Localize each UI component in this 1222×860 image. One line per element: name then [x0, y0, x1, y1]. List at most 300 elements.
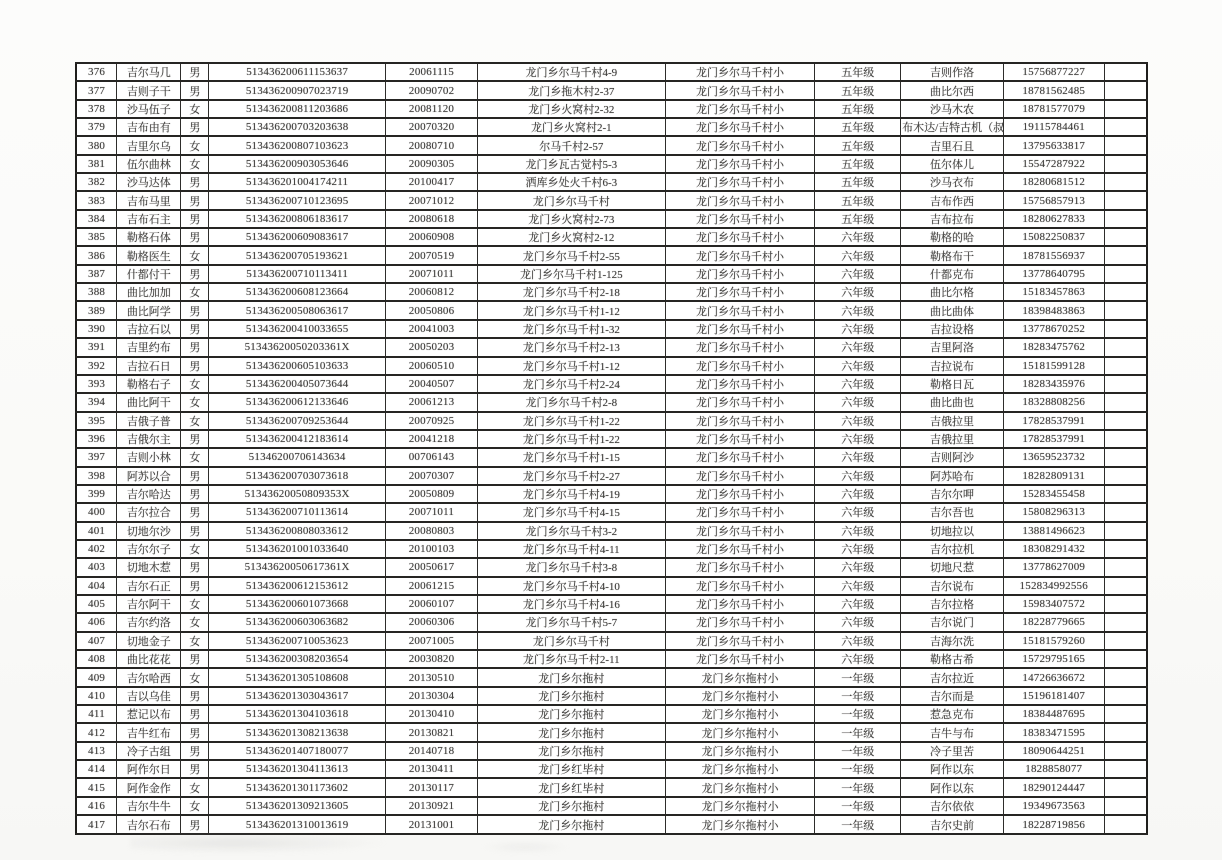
cell-guardian: 吉俄拉里	[901, 430, 1004, 448]
cell-address: 龙门乡尔马千村2-8	[478, 393, 665, 411]
cell-address: 龙门乡尔马千村1-22	[478, 412, 665, 430]
cell-address: 龙门乡尔拖村	[478, 705, 665, 723]
cell-grade: 六年级	[815, 558, 901, 576]
cell-blank	[1104, 485, 1147, 503]
cell-guardian: 冷子里苦	[901, 742, 1004, 760]
table-row	[76, 412, 1147, 430]
cell-address: 龙门乡红毕村	[478, 760, 665, 778]
cell-id_number: 513436200705193621	[209, 246, 386, 264]
cell-gender: 女	[181, 632, 209, 650]
cell-blank	[1104, 301, 1147, 319]
cell-school: 龙门乡尔拖村小	[665, 742, 815, 760]
cell-grade: 六年级	[815, 393, 901, 411]
table-row	[76, 118, 1147, 136]
cell-phone: 18290124447	[1003, 778, 1104, 796]
cell-school: 龙门乡尔马千村小	[665, 485, 815, 503]
cell-grade: 五年级	[815, 191, 901, 209]
cell-address: 龙门乡火窝村2-32	[478, 100, 665, 118]
cell-birth_date: 20130510	[385, 668, 477, 686]
cell-gender: 男	[181, 81, 209, 99]
cell-school: 龙门乡尔拖村小	[665, 705, 815, 723]
cell-name: 吉尔马几	[117, 63, 181, 81]
cell-blank	[1104, 246, 1147, 264]
cell-school: 龙门乡尔马千村小	[665, 577, 815, 595]
cell-gender: 男	[181, 522, 209, 540]
scan-smudge-artifact	[130, 832, 390, 854]
cell-blank	[1104, 668, 1147, 686]
cell-school: 龙门乡尔马千村小	[665, 100, 815, 118]
cell-blank	[1104, 595, 1147, 613]
cell-gender: 男	[181, 191, 209, 209]
cell-name: 吉里尔乌	[117, 136, 181, 154]
cell-id_number: 513436200903053646	[209, 155, 386, 173]
cell-gender: 女	[181, 778, 209, 796]
cell-id_number: 513436200907023719	[209, 81, 386, 99]
cell-birth_date: 20070307	[385, 467, 477, 485]
table-row	[76, 687, 1147, 705]
cell-gender: 男	[181, 705, 209, 723]
cell-phone: 18328808256	[1003, 393, 1104, 411]
cell-gender: 男	[181, 467, 209, 485]
cell-blank	[1104, 191, 1147, 209]
cell-id_number: 513436201310013619	[209, 815, 386, 834]
cell-address: 龙门乡尔拖村	[478, 742, 665, 760]
cell-guardian: 吉尔拉机	[901, 540, 1004, 558]
cell-name: 阿苏以合	[117, 467, 181, 485]
cell-id_number: 513436201407180077	[209, 742, 386, 760]
cell-no: 389	[76, 301, 117, 319]
cell-gender: 女	[181, 136, 209, 154]
cell-address: 龙门乡尔拖村	[478, 723, 665, 741]
cell-guardian: 阿苏哈布	[901, 467, 1004, 485]
cell-school: 龙门乡尔马千村小	[665, 283, 815, 301]
cell-birth_date: 20050203	[385, 338, 477, 356]
cell-grade: 六年级	[815, 595, 901, 613]
cell-grade: 六年级	[815, 577, 901, 595]
cell-birth_date: 20060306	[385, 613, 477, 631]
cell-gender: 男	[181, 815, 209, 834]
cell-grade: 六年级	[815, 283, 901, 301]
cell-grade: 六年级	[815, 301, 901, 319]
table-row	[76, 522, 1147, 540]
cell-birth_date: 20060908	[385, 228, 477, 246]
table-row	[76, 375, 1147, 393]
table-row	[76, 540, 1147, 558]
cell-grade: 六年级	[815, 613, 901, 631]
cell-address: 龙门乡尔马千村3-8	[478, 558, 665, 576]
cell-no: 382	[76, 173, 117, 191]
cell-birth_date: 20130921	[385, 797, 477, 815]
cell-id_number: 513436200710123695	[209, 191, 386, 209]
cell-id_number: 513436200811203686	[209, 100, 386, 118]
cell-id_number: 513436200412183614	[209, 430, 386, 448]
cell-gender: 男	[181, 558, 209, 576]
cell-phone: 13659523732	[1003, 448, 1104, 466]
cell-name: 吉以乌佳	[117, 687, 181, 705]
cell-address: 龙门乡尔马千村1-12	[478, 357, 665, 375]
cell-grade: 六年级	[815, 448, 901, 466]
cell-name: 吉布由有	[117, 118, 181, 136]
cell-guardian: 惹急克布	[901, 705, 1004, 723]
cell-no: 392	[76, 357, 117, 375]
cell-blank	[1104, 503, 1147, 521]
cell-no: 405	[76, 595, 117, 613]
table-row	[76, 742, 1147, 760]
cell-gender: 女	[181, 595, 209, 613]
cell-no: 384	[76, 210, 117, 228]
cell-phone: 152834992556	[1003, 577, 1104, 595]
cell-gender: 男	[181, 228, 209, 246]
cell-birth_date: 20130117	[385, 778, 477, 796]
cell-grade: 六年级	[815, 228, 901, 246]
cell-grade: 一年级	[815, 797, 901, 815]
cell-address: 龙门乡火窝村2-73	[478, 210, 665, 228]
cell-birth_date: 20090305	[385, 155, 477, 173]
cell-phone: 15729795165	[1003, 650, 1104, 668]
cell-blank	[1104, 577, 1147, 595]
cell-no: 395	[76, 412, 117, 430]
cell-birth_date: 20061213	[385, 393, 477, 411]
cell-no: 403	[76, 558, 117, 576]
cell-grade: 一年级	[815, 742, 901, 760]
cell-name: 吉尔尔子	[117, 540, 181, 558]
cell-name: 勒格石体	[117, 228, 181, 246]
cell-blank	[1104, 815, 1147, 834]
cell-phone: 18398483863	[1003, 301, 1104, 319]
cell-grade: 五年级	[815, 81, 901, 99]
cell-name: 吉尔哈达	[117, 485, 181, 503]
cell-gender: 女	[181, 283, 209, 301]
cell-phone: 1828858077	[1003, 760, 1104, 778]
student-table-body	[76, 63, 1147, 834]
cell-id_number: 513436201309213605	[209, 797, 386, 815]
cell-grade: 六年级	[815, 430, 901, 448]
table-row	[76, 301, 1147, 319]
cell-guardian: 阿作以东	[901, 760, 1004, 778]
cell-address: 龙门乡尔马千村1-32	[478, 320, 665, 338]
cell-address: 龙门乡尔马千村4-16	[478, 595, 665, 613]
cell-birth_date: 20081120	[385, 100, 477, 118]
table-row	[76, 265, 1147, 283]
cell-school: 龙门乡尔马千村小	[665, 301, 815, 319]
cell-address: 龙门乡尔拖村	[478, 687, 665, 705]
cell-blank	[1104, 320, 1147, 338]
cell-address: 龙门乡尔马千村4-15	[478, 503, 665, 521]
cell-school: 龙门乡尔马千村小	[665, 118, 815, 136]
cell-phone: 13778640795	[1003, 265, 1104, 283]
table-row	[76, 357, 1147, 375]
table-row	[76, 81, 1147, 99]
table-row	[76, 760, 1147, 778]
cell-grade: 六年级	[815, 522, 901, 540]
table-row	[76, 63, 1147, 81]
cell-id_number: 51343620050617361X	[209, 558, 386, 576]
cell-phone: 18781556937	[1003, 246, 1104, 264]
cell-guardian: 吉拉设格	[901, 320, 1004, 338]
cell-guardian: 吉尔尔呷	[901, 485, 1004, 503]
cell-blank	[1104, 705, 1147, 723]
cell-grade: 六年级	[815, 412, 901, 430]
cell-no: 409	[76, 668, 117, 686]
cell-address: 龙门乡尔马千村3-2	[478, 522, 665, 540]
cell-school: 龙门乡尔马千村小	[665, 320, 815, 338]
cell-grade: 六年级	[815, 540, 901, 558]
table-row	[76, 558, 1147, 576]
cell-name: 吉则子干	[117, 81, 181, 99]
cell-address: 龙门乡尔马千村	[478, 632, 665, 650]
cell-guardian: 吉尔拉近	[901, 668, 1004, 686]
cell-phone: 15547287922	[1003, 155, 1104, 173]
cell-birth_date: 20061215	[385, 577, 477, 595]
cell-school: 龙门乡尔马千村小	[665, 595, 815, 613]
cell-blank	[1104, 393, 1147, 411]
cell-school: 龙门乡尔马千村小	[665, 467, 815, 485]
cell-blank	[1104, 118, 1147, 136]
cell-guardian: 吉尔而是	[901, 687, 1004, 705]
cell-no: 391	[76, 338, 117, 356]
cell-blank	[1104, 100, 1147, 118]
cell-gender: 男	[181, 723, 209, 741]
cell-guardian: 吉则阿沙	[901, 448, 1004, 466]
table-row	[76, 173, 1147, 191]
cell-gender: 女	[181, 668, 209, 686]
cell-phone: 15183457863	[1003, 283, 1104, 301]
cell-no: 397	[76, 448, 117, 466]
cell-birth_date: 20131001	[385, 815, 477, 834]
cell-birth_date: 20060107	[385, 595, 477, 613]
cell-school: 龙门乡尔拖村小	[665, 668, 815, 686]
table-row	[76, 283, 1147, 301]
cell-phone: 15082250837	[1003, 228, 1104, 246]
table-row	[76, 778, 1147, 796]
cell-no: 376	[76, 63, 117, 81]
table-row	[76, 338, 1147, 356]
cell-phone: 19349673563	[1003, 797, 1104, 815]
cell-school: 龙门乡尔马千村小	[665, 173, 815, 191]
cell-id_number: 513436200608123664	[209, 283, 386, 301]
cell-birth_date: 20080710	[385, 136, 477, 154]
cell-address: 龙门乡尔马千村2-11	[478, 650, 665, 668]
cell-name: 吉尔石正	[117, 577, 181, 595]
cell-grade: 六年级	[815, 375, 901, 393]
cell-guardian: 曲比尔西	[901, 81, 1004, 99]
cell-name: 吉尔阿干	[117, 595, 181, 613]
cell-birth_date: 20080803	[385, 522, 477, 540]
table-row	[76, 136, 1147, 154]
cell-grade: 六年级	[815, 467, 901, 485]
table-row	[76, 705, 1147, 723]
cell-birth_date: 20040507	[385, 375, 477, 393]
cell-grade: 一年级	[815, 778, 901, 796]
cell-guardian: 吉拉说布	[901, 357, 1004, 375]
table-row	[76, 320, 1147, 338]
cell-id_number: 513436200601073668	[209, 595, 386, 613]
cell-name: 伍尔曲林	[117, 155, 181, 173]
cell-phone: 15181599128	[1003, 357, 1104, 375]
cell-name: 切地尔沙	[117, 522, 181, 540]
cell-gender: 男	[181, 742, 209, 760]
cell-address: 龙门乡尔拖村	[478, 797, 665, 815]
cell-phone: 18282809131	[1003, 467, 1104, 485]
cell-gender: 男	[181, 485, 209, 503]
cell-school: 龙门乡尔马千村小	[665, 448, 815, 466]
cell-phone: 18228719856	[1003, 815, 1104, 834]
cell-phone: 13795633817	[1003, 136, 1104, 154]
cell-grade: 五年级	[815, 136, 901, 154]
cell-blank	[1104, 81, 1147, 99]
cell-name: 吉拉石日	[117, 357, 181, 375]
cell-birth_date: 20090702	[385, 81, 477, 99]
cell-name: 沙马伍子	[117, 100, 181, 118]
cell-no: 412	[76, 723, 117, 741]
cell-gender: 男	[181, 320, 209, 338]
cell-blank	[1104, 173, 1147, 191]
cell-phone: 17828537991	[1003, 412, 1104, 430]
cell-name: 吉尔约洛	[117, 613, 181, 631]
table-row	[76, 467, 1147, 485]
cell-birth_date: 20140718	[385, 742, 477, 760]
cell-grade: 五年级	[815, 63, 901, 81]
cell-school: 龙门乡尔马千村小	[665, 357, 815, 375]
cell-guardian: 吉布拉布	[901, 210, 1004, 228]
cell-no: 417	[76, 815, 117, 834]
table-row	[76, 595, 1147, 613]
cell-guardian: 勒格的哈	[901, 228, 1004, 246]
cell-school: 龙门乡尔马千村小	[665, 558, 815, 576]
cell-address: 龙门乡尔拖村	[478, 815, 665, 834]
cell-no: 390	[76, 320, 117, 338]
cell-phone: 18384487695	[1003, 705, 1104, 723]
cell-no: 383	[76, 191, 117, 209]
cell-school: 龙门乡尔马千村小	[665, 412, 815, 430]
cell-birth_date: 20100417	[385, 173, 477, 191]
cell-school: 龙门乡尔马千村小	[665, 191, 815, 209]
cell-gender: 男	[181, 338, 209, 356]
cell-id_number: 51346200706143634	[209, 448, 386, 466]
table-row	[76, 393, 1147, 411]
cell-id_number: 513436201303043617	[209, 687, 386, 705]
cell-id_number: 51343620050809353X	[209, 485, 386, 503]
cell-no: 413	[76, 742, 117, 760]
cell-birth_date: 20130410	[385, 705, 477, 723]
cell-name: 切地木惹	[117, 558, 181, 576]
cell-no: 398	[76, 467, 117, 485]
cell-grade: 五年级	[815, 210, 901, 228]
cell-grade: 六年级	[815, 485, 901, 503]
cell-guardian: 勒格古希	[901, 650, 1004, 668]
cell-gender: 女	[181, 393, 209, 411]
cell-grade: 一年级	[815, 668, 901, 686]
cell-no: 394	[76, 393, 117, 411]
cell-guardian: 曲比尔格	[901, 283, 1004, 301]
cell-guardian: 沙马衣布	[901, 173, 1004, 191]
cell-birth_date: 20030820	[385, 650, 477, 668]
table-row	[76, 100, 1147, 118]
cell-address: 龙门乡尔马千村4-11	[478, 540, 665, 558]
cell-blank	[1104, 283, 1147, 301]
table-row	[76, 430, 1147, 448]
cell-phone: 15283455458	[1003, 485, 1104, 503]
table-row	[76, 668, 1147, 686]
cell-id_number: 513436200308203654	[209, 650, 386, 668]
cell-name: 吉则小林	[117, 448, 181, 466]
cell-phone: 18308291432	[1003, 540, 1104, 558]
cell-gender: 女	[181, 613, 209, 631]
cell-id_number: 513436200709253644	[209, 412, 386, 430]
cell-phone: 17828537991	[1003, 430, 1104, 448]
cell-guardian: 吉尔说门	[901, 613, 1004, 631]
cell-blank	[1104, 467, 1147, 485]
cell-blank	[1104, 613, 1147, 631]
cell-birth_date: 00706143	[385, 448, 477, 466]
cell-blank	[1104, 136, 1147, 154]
cell-school: 龙门乡尔马千村小	[665, 81, 815, 99]
cell-grade: 一年级	[815, 815, 901, 834]
cell-address: 龙门乡尔马千村1-12	[478, 301, 665, 319]
cell-name: 吉牛红布	[117, 723, 181, 741]
table-row	[76, 723, 1147, 741]
cell-guardian: 伍尔体儿	[901, 155, 1004, 173]
table-row	[76, 155, 1147, 173]
cell-phone: 15196181407	[1003, 687, 1104, 705]
cell-name: 勒格右子	[117, 375, 181, 393]
cell-id_number: 513436200405073644	[209, 375, 386, 393]
cell-id_number: 513436201004174211	[209, 173, 386, 191]
cell-gender: 女	[181, 375, 209, 393]
cell-school: 龙门乡尔拖村小	[665, 815, 815, 834]
cell-blank	[1104, 63, 1147, 81]
cell-gender: 男	[181, 650, 209, 668]
cell-birth_date: 20080618	[385, 210, 477, 228]
cell-gender: 男	[181, 173, 209, 191]
cell-name: 什都付干	[117, 265, 181, 283]
cell-phone: 18283475762	[1003, 338, 1104, 356]
cell-name: 曲比阿学	[117, 301, 181, 319]
cell-phone: 18383471595	[1003, 723, 1104, 741]
cell-guardian: 曲比曲体	[901, 301, 1004, 319]
cell-birth_date: 20100103	[385, 540, 477, 558]
cell-school: 龙门乡尔拖村小	[665, 723, 815, 741]
cell-guardian: 什都克布	[901, 265, 1004, 283]
cell-guardian: 切地拉以	[901, 522, 1004, 540]
cell-name: 冷子古组	[117, 742, 181, 760]
cell-address: 龙门乡红毕村	[478, 778, 665, 796]
cell-name: 吉尔石布	[117, 815, 181, 834]
cell-phone: 18228779665	[1003, 613, 1104, 631]
cell-gender: 女	[181, 100, 209, 118]
cell-school: 龙门乡尔马千村小	[665, 632, 815, 650]
cell-address: 龙门乡尔拖村	[478, 668, 665, 686]
cell-grade: 六年级	[815, 632, 901, 650]
cell-no: 410	[76, 687, 117, 705]
cell-phone: 15181579260	[1003, 632, 1104, 650]
cell-address: 龙门乡尔马千村2-18	[478, 283, 665, 301]
cell-guardian: 吉尔吾也	[901, 503, 1004, 521]
cell-guardian: 切地尺惹	[901, 558, 1004, 576]
cell-school: 龙门乡尔马千村小	[665, 393, 815, 411]
cell-blank	[1104, 430, 1147, 448]
cell-birth_date: 20130411	[385, 760, 477, 778]
cell-no: 381	[76, 155, 117, 173]
cell-phone: 14726636672	[1003, 668, 1104, 686]
cell-birth_date: 20071012	[385, 191, 477, 209]
cell-phone: 18781577079	[1003, 100, 1104, 118]
cell-gender: 男	[181, 265, 209, 283]
cell-birth_date: 20070519	[385, 246, 477, 264]
cell-address: 龙门乡尔马千村4-9	[478, 63, 665, 81]
cell-grade: 六年级	[815, 246, 901, 264]
cell-no: 415	[76, 778, 117, 796]
